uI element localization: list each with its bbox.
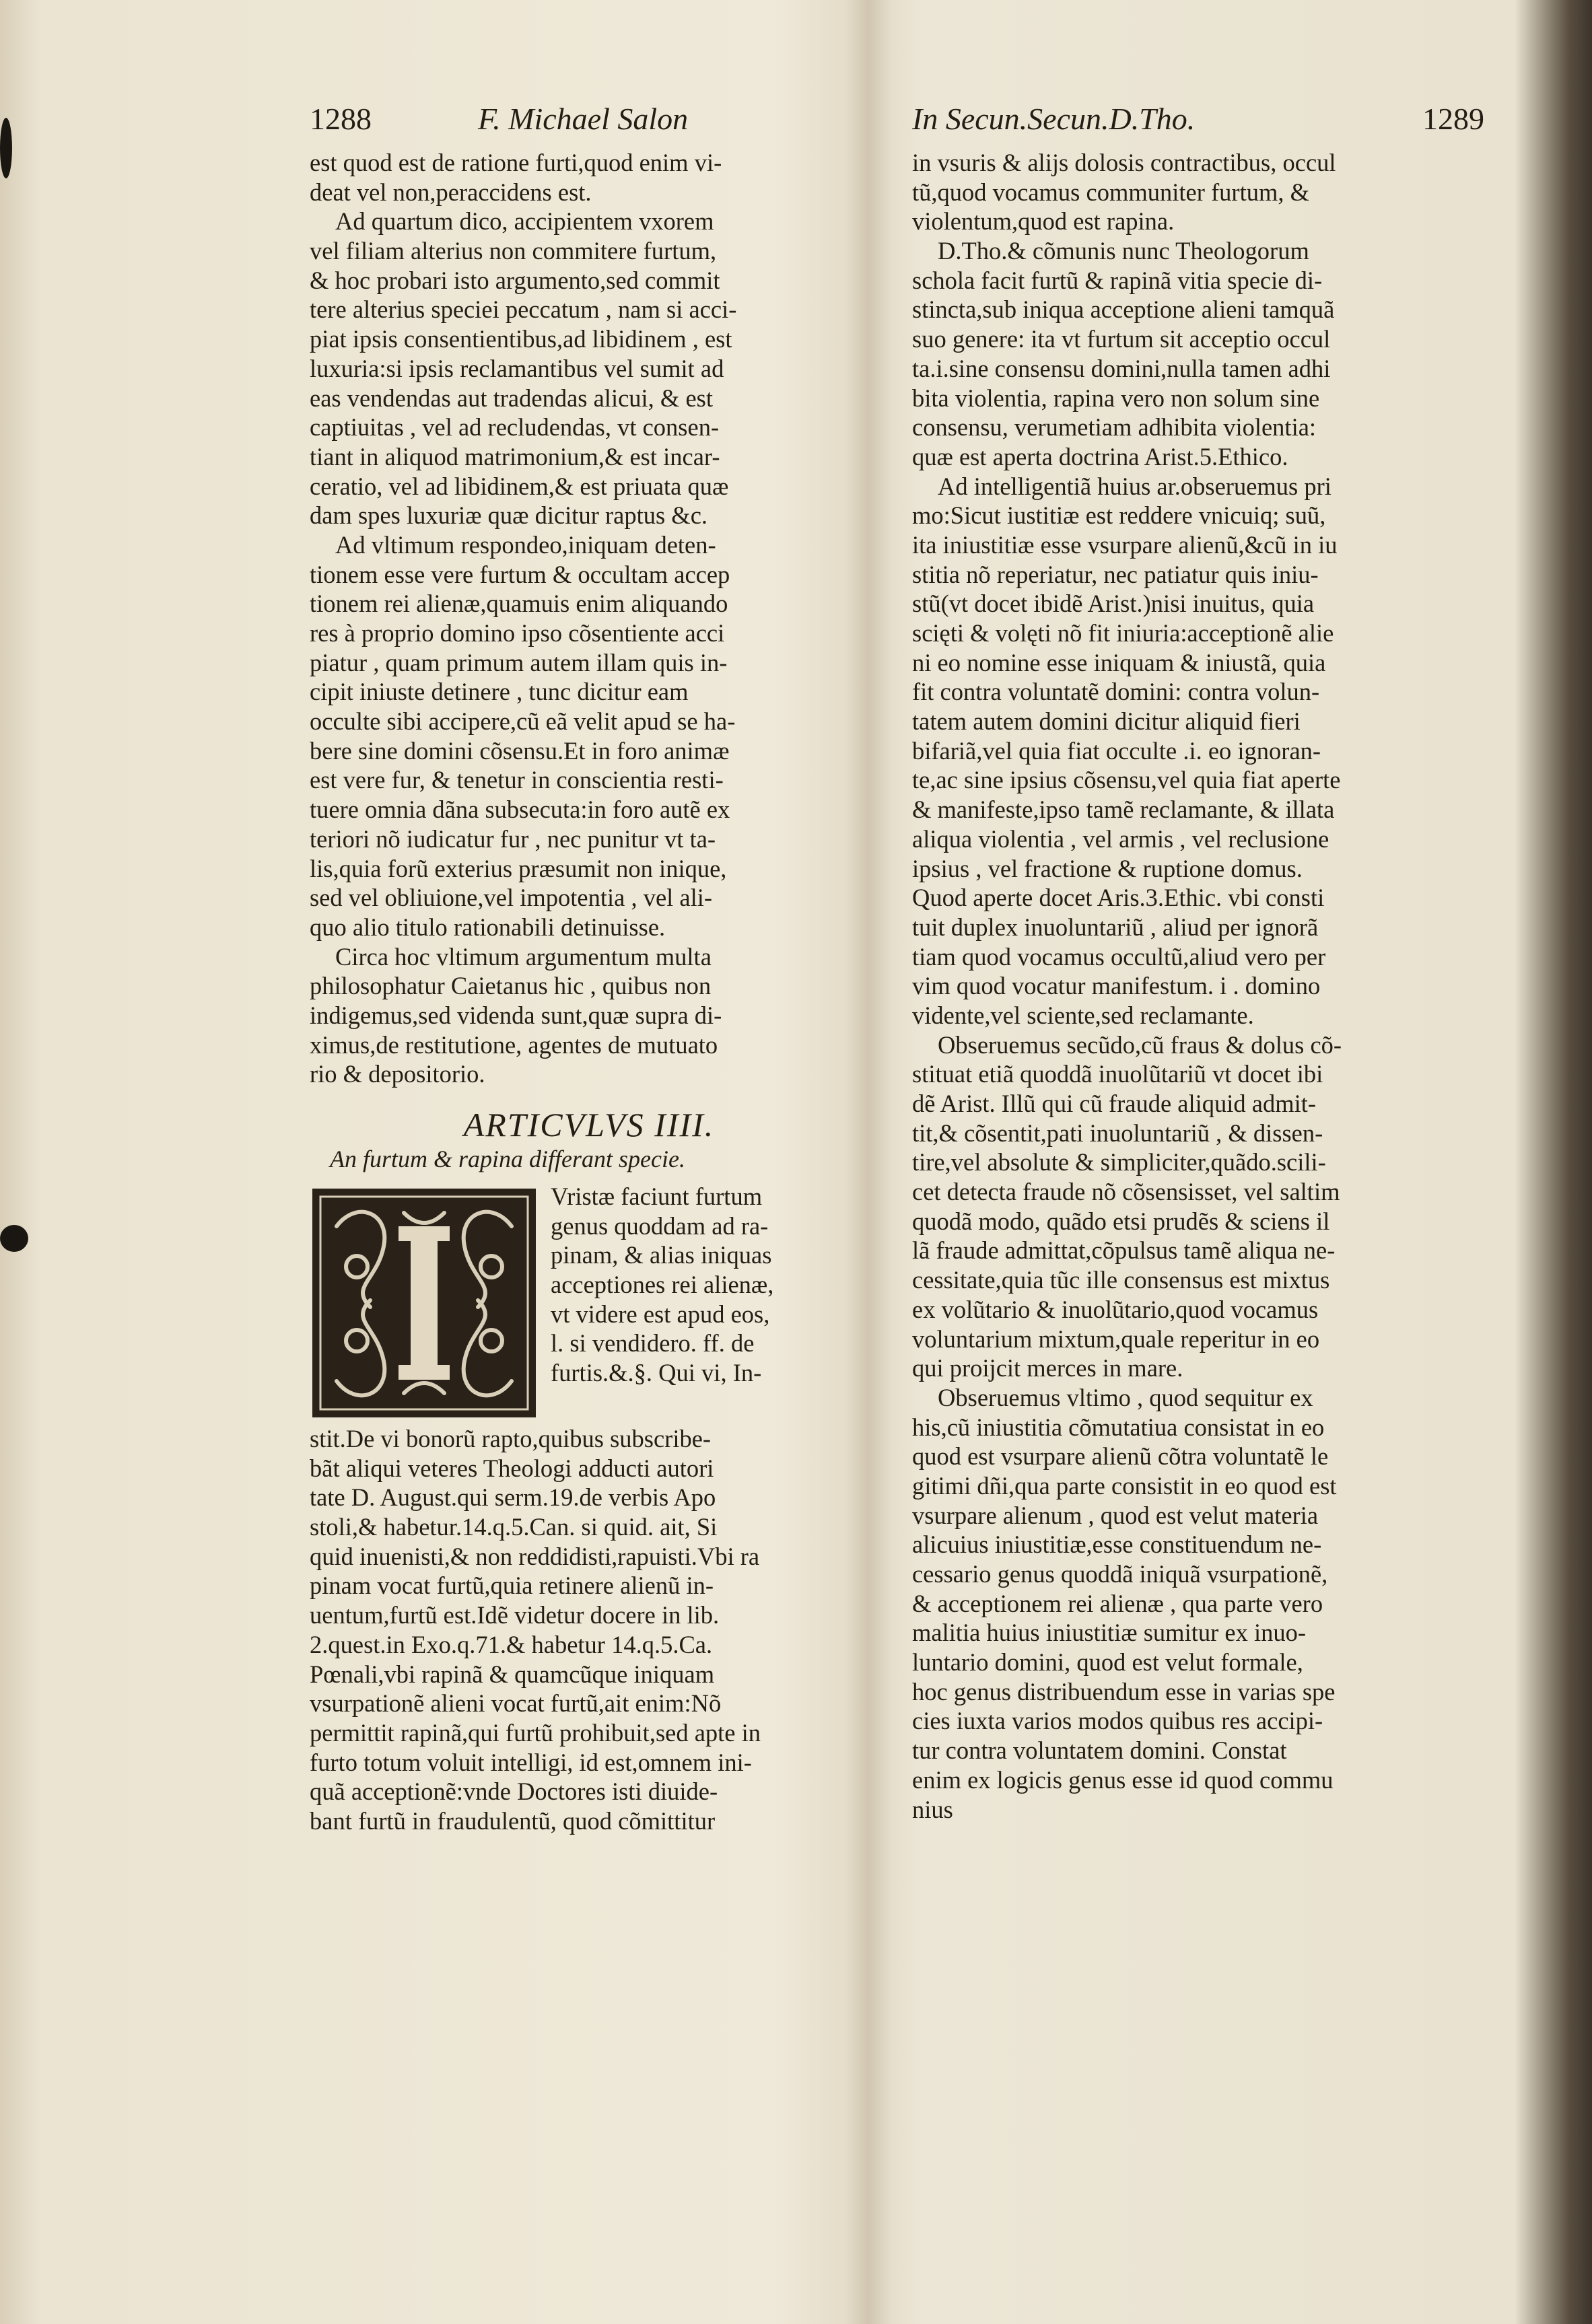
text-line: consensu, verumetiam adhibita violentia: bbox=[912, 413, 1317, 442]
left-column-bottom bbox=[310, 1424, 868, 1836]
text-line: cet detecta fraude nõ cõsensisset, vel saltim bbox=[912, 1178, 1340, 1206]
text-line: voluntarium mixtum,quale reperitur in eo bbox=[912, 1325, 1320, 1353]
right-running-head bbox=[912, 101, 1484, 148]
text-line: quodã modo, quãdo etsi prudẽs & sciens il bbox=[912, 1207, 1330, 1235]
text-line: malitia huius iniustitiæ sumitur ex inuo- bbox=[912, 1619, 1306, 1647]
text-line: permittit rapinã,qui furtũ prohibuit,sed apte in bbox=[310, 1718, 761, 1747]
text-line: rio & depositorio. bbox=[310, 1060, 485, 1088]
text-line: Circa hoc vltimum argumentum multa bbox=[335, 942, 712, 971]
text-line: dẽ Arist. Illũ qui cũ fraude aliquid admit- bbox=[912, 1090, 1317, 1117]
text-line: cessario genus quoddã iniquã vsurpationẽ, bbox=[912, 1560, 1328, 1588]
text-line: captiuitas , vel ad recludendas, vt consen- bbox=[310, 413, 720, 442]
text-line: ipsius , vel fractione & ruptione domus. bbox=[912, 854, 1303, 882]
text-line: acceptiones rei alienæ, bbox=[551, 1271, 774, 1299]
text-line: ita iniustitiæ esse vsurpare alienũ,&cũ in iu bbox=[912, 530, 1338, 559]
text-line: vsurpationẽ alieni vocat furtũ,ait enim:Nõ bbox=[310, 1689, 722, 1718]
text-line: ceratio, vel ad libidinem,& est priuata quæ bbox=[310, 472, 729, 500]
text-line: & acceptionem rei alienæ , qua parte vero bbox=[912, 1589, 1323, 1617]
text-line: te,ac sine ipsius cõsensu,vel quia fiat aperte bbox=[912, 766, 1341, 794]
text-line: tũ,quod vocamus communiter furtum, & bbox=[912, 178, 1309, 206]
article-subtitle: An furtum & rapina differant specie. bbox=[330, 1146, 685, 1172]
text-line: pinam, & alias iniquas bbox=[551, 1241, 772, 1269]
text-line: tire,vel absolute & simpliciter,quãdo.scili- bbox=[912, 1148, 1326, 1176]
text-line: vt videre est apud eos, bbox=[551, 1300, 770, 1328]
text-line: quo alio titulo rationabili detinuisse. bbox=[310, 913, 666, 941]
text-line: Obseruemus vltimo , quod sequitur ex bbox=[938, 1383, 1313, 1411]
text-line: tiam quod vocamus occultũ,aliud vero per bbox=[912, 942, 1326, 971]
text-line: tatem autem domini dicitur aliquid fieri bbox=[912, 707, 1301, 736]
text-line: bifariã,vel quia fiat occulte .i. eo ignoran- bbox=[912, 736, 1321, 765]
text-line: his,cũ iniustitia cõmutatiua consistat in eo bbox=[912, 1413, 1325, 1441]
text-line: tit,& cõsentit,pati inuoluntariũ , & dissen- bbox=[912, 1119, 1323, 1147]
text-line: Obseruemus secũdo,cũ fraus & dolus cõ- bbox=[938, 1030, 1342, 1059]
text-line: cessitate,quia tũc ille consensus est mixtus bbox=[912, 1266, 1330, 1294]
text-line: sed vel obliuione,vel impotentia , vel ali- bbox=[310, 884, 713, 912]
text-line: stũ(vt docet ibidẽ Arist.)nisi inuitus, quia bbox=[912, 590, 1315, 618]
text-line: ex volũtario & inuolũtario,quod vocamus bbox=[912, 1295, 1319, 1323]
text-line: quod est vsurpare alienũ cõtra voluntatẽ le bbox=[912, 1442, 1329, 1471]
text-line: luxuria:si ipsis reclamantibus vel sumit ad bbox=[310, 354, 724, 382]
running-title: In Secun.Secun.D.Tho. bbox=[912, 102, 1196, 136]
running-title: F. Michael Salon bbox=[478, 102, 689, 136]
binding-mark bbox=[0, 1225, 28, 1252]
text-line: est vere fur, & tenetur in conscientia resti- bbox=[310, 766, 724, 794]
text-line: furto totum voluit intelligi, id est,omnem ini- bbox=[310, 1748, 752, 1776]
text-line: vsurpare alienum , quod est velut materia bbox=[912, 1501, 1319, 1529]
text-line: res à proprio domino ipso cõsentiente acci bbox=[310, 619, 725, 647]
text-line: lã fraude admittat,cõpulsus tamẽ aliqua ne- bbox=[912, 1236, 1336, 1265]
binding-mark bbox=[0, 118, 12, 178]
text-line: ta.i.sine consensu domini,nulla tamen adhi bbox=[912, 354, 1331, 382]
text-line: quã acceptionẽ:vnde Doctores isti diuide- bbox=[310, 1777, 718, 1806]
text-line: tere alterius speciei peccatum , nam si acci- bbox=[310, 295, 737, 324]
text-line: Pœnali,vbi rapinã & quamcũque iniquam bbox=[310, 1660, 715, 1688]
text-line: Vristæ faciunt furtum bbox=[551, 1183, 763, 1210]
text-line: aliqua violentia , vel armis , vel reclusione bbox=[912, 824, 1329, 853]
text-line: stoli,& habetur.14.q.5.Can. si quid. ait, Si bbox=[310, 1513, 718, 1541]
text-line: 2.quest.in Exo.q.71.& habetur 14.q.5.Ca. bbox=[310, 1630, 713, 1658]
text-line: teriori nõ iudicatur fur , nec punitur vt ta- bbox=[310, 824, 716, 853]
text-line: l. si vendidero. ff. de bbox=[551, 1329, 755, 1358]
text-line: Ad intelligentiã huius ar.obseruemus pri bbox=[938, 472, 1331, 500]
left-running-head bbox=[310, 101, 868, 148]
text-line: quæ est aperta doctrina Arist.5.Ethico. bbox=[912, 442, 1288, 470]
text-line: D.Tho.& cõmunis nunc Theologorum bbox=[938, 237, 1309, 265]
text-line: piat ipsis consentientibus,ad libidinem , est bbox=[310, 325, 732, 353]
text-line: bere sine domini cõsensu.Et in foro animæ bbox=[310, 736, 730, 765]
text-line: uentum,furtũ est.Idẽ videtur docere in lib. bbox=[310, 1601, 720, 1629]
dropcap-letter bbox=[310, 1186, 539, 1420]
text-line: bant furtũ in fraudulentũ, quod cõmittitur bbox=[310, 1806, 716, 1835]
text-line: & hoc probari isto argumento,sed commit bbox=[310, 266, 720, 294]
text-line: tur contra voluntatem domini. Constat bbox=[912, 1736, 1287, 1765]
text-line: tionem esse vere furtum & occultam accep bbox=[310, 560, 730, 588]
text-line: stitia nõ reperiatur, nec patiatur quis iniu- bbox=[912, 560, 1319, 588]
text-line: dam spes luxuriæ quæ dicitur raptus &c. bbox=[310, 501, 708, 530]
left-page bbox=[310, 101, 868, 1836]
text-line: suo genere: ita vt furtum sit acceptio occul bbox=[912, 325, 1331, 353]
text-line: tionem rei alienæ,quamuis enim aliquando bbox=[310, 590, 728, 618]
article-body bbox=[310, 1182, 868, 1836]
text-line: fit contra voluntatẽ domini: contra volun- bbox=[912, 678, 1320, 706]
text-line: stincta,sub iniqua acceptione alieni tamquã bbox=[912, 295, 1335, 324]
text-line: enim ex logicis genus esse id quod commu bbox=[912, 1765, 1334, 1794]
text-line: pinam vocat furtũ,quia retinere alienũ in- bbox=[310, 1572, 714, 1600]
text-line: scięti & volęti nõ fit iniuria:acceptionẽ alie bbox=[912, 619, 1334, 647]
text-line: Ad quartum dico, accipientem vxorem bbox=[335, 207, 714, 236]
text-line: quid inuenisti,& non reddidisti,rapuisti.Vbi ra bbox=[310, 1542, 760, 1570]
text-line: deat vel non,peraccidens est. bbox=[310, 178, 592, 206]
right-column bbox=[912, 148, 1484, 1824]
text-line: vel filiam alterius non commitere furtum, bbox=[310, 237, 717, 265]
text-line: tuit duplex inuoluntariũ , aliud per ignorã bbox=[912, 913, 1319, 941]
text-line: furtis.&.§. Qui vi, In- bbox=[551, 1359, 762, 1387]
page-number: 1288 bbox=[310, 102, 372, 136]
text-line: genus quoddam ad ra- bbox=[551, 1211, 769, 1240]
text-line: ximus,de restitutione, agentes de mutuato bbox=[310, 1030, 718, 1059]
text-line: qui proijcit merces in mare. bbox=[912, 1354, 1183, 1382]
text-line: vidente,vel sciente,sed reclamante. bbox=[912, 1001, 1254, 1029]
text-line: stit.De vi bonorũ rapto,quibus subscribe- bbox=[310, 1425, 712, 1452]
dropcap-ornament bbox=[310, 1186, 539, 1420]
text-line: lis,quia forũ exterius præsumit non inique, bbox=[310, 854, 727, 882]
text-line: violentum,quod est rapina. bbox=[912, 207, 1175, 236]
text-line: alicuius iniustitiæ,esse constituendum ne- bbox=[912, 1530, 1322, 1559]
text-line: tate D. August.qui serm.19.de verbis Apo bbox=[310, 1483, 716, 1512]
text-line: Ad vltimum respondeo,iniquam deten- bbox=[335, 530, 716, 559]
text-line: luntario domini, quod est velut formale, bbox=[912, 1648, 1303, 1677]
text-line: cies iuxta varios modos quibus res accipi- bbox=[912, 1707, 1323, 1735]
text-line: mo:Sicut iustitiæ est reddere vnicuiq; suũ, bbox=[912, 501, 1326, 530]
page-number: 1289 bbox=[1422, 102, 1484, 136]
text-line: schola facit furtũ & rapinã vitia specie di- bbox=[912, 266, 1323, 294]
text-line: in vsuris & alijs dolosis contractibus, occul bbox=[912, 149, 1336, 176]
text-line: ni eo nomine esse iniquam & iniustã, quia bbox=[912, 648, 1326, 676]
text-line: piatur , quam primum autem illam quis in- bbox=[310, 648, 728, 676]
text-line: vim quod vocatur manifestum. i . domino bbox=[912, 972, 1321, 1000]
text-line: & manifeste,ipso tamẽ reclamante, & illata bbox=[912, 796, 1335, 824]
text-line: indigemus,sed videnda sunt,quæ supra di- bbox=[310, 1001, 722, 1029]
text-line: occulte sibi accipere,cũ eã velit apud se ha- bbox=[310, 707, 736, 736]
text-line: bita violentia, rapina vero non solum sine bbox=[912, 384, 1320, 412]
text-line: tiant in aliquod matrimonium,& est incar- bbox=[310, 442, 720, 470]
text-line: cipit iniuste detinere , tunc dicitur eam bbox=[310, 678, 689, 706]
article-heading: ARTICVLVS IIII. bbox=[463, 1106, 715, 1143]
left-column-top bbox=[310, 148, 868, 1089]
text-line: philosophatur Caietanus hic , quibus non bbox=[310, 972, 712, 1000]
text-line: eas vendendas aut tradendas alicui, & est bbox=[310, 384, 713, 412]
right-page bbox=[912, 101, 1484, 1824]
text-line: stituat etiã quoddã inuolũtariũ vt docet ibi bbox=[912, 1060, 1323, 1088]
text-line: tuere omnia dãna subsecuta:in foro autẽ ex bbox=[310, 796, 730, 824]
text-line: bãt aliqui veteres Theologi adducti autori bbox=[310, 1454, 714, 1482]
text-line: hoc genus distribuendum esse in varias spe bbox=[912, 1677, 1336, 1705]
text-line: est quod est de ratione furti,quod enim vi- bbox=[310, 149, 722, 176]
text-line: nius bbox=[912, 1795, 953, 1823]
text-line: gitimi dñi,qua parte consistit in eo quod est bbox=[912, 1471, 1337, 1500]
text-line: Quod aperte docet Aris.3.Ethic. vbi consti bbox=[912, 884, 1325, 912]
